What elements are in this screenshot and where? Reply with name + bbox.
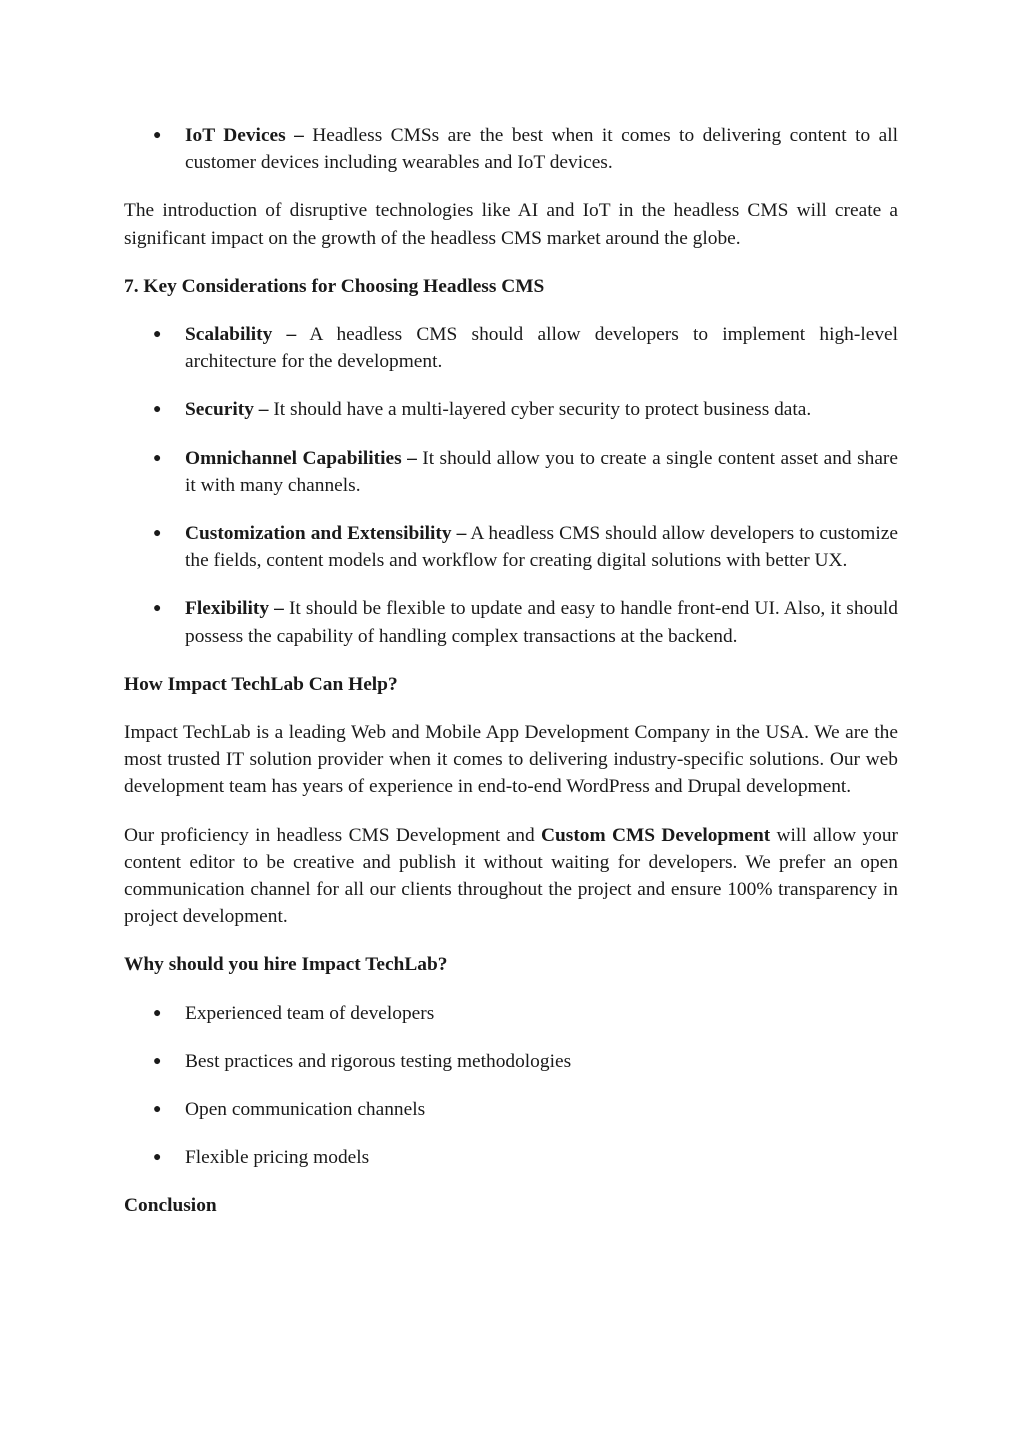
list-item-term: Scalability – [185, 324, 297, 346]
list-item-text: Experienced team of developers [185, 1002, 435, 1024]
section-7-heading: 7. Key Considerations for Choosing Headless CMS [124, 275, 545, 297]
bullet-icon: ● [153, 402, 162, 418]
iot-list [124, 122, 898, 176]
bullet-icon: ● [153, 1053, 162, 1069]
list-item-text: It should allow you to create a single content asset and share it with many channels. [185, 447, 898, 496]
bullet-icon: ● [153, 1005, 162, 1021]
help-paragraph-1: Impact TechLab is a leading Web and Mobile App Development Company in the USA. We are the most trusted IT solution provider when it comes to delivering industry-specific solutions. Our web development team has years of experience in end-to-end WordPress and Drupal development. [124, 722, 898, 798]
bullet-icon: ● [153, 327, 162, 343]
custom-cms-development-emphasis: Custom CMS Development [541, 824, 771, 846]
help-heading: How Impact TechLab Can Help? [124, 673, 398, 695]
list-item-text: Open communication channels [185, 1099, 426, 1121]
list-item [124, 1048, 898, 1075]
document-page [124, 122, 898, 1241]
list-item-term: Omnichannel Capabilities – [185, 447, 417, 469]
list-item-flexibility [124, 595, 898, 649]
help-paragraph-2 [124, 822, 898, 931]
bullet-icon: ● [153, 1102, 162, 1118]
hire-heading: Why should you hire Impact TechLab? [124, 954, 448, 976]
list-item [124, 1000, 898, 1027]
list-item-term: Flexibility – [185, 598, 284, 620]
list-item-text: It should be flexible to update and easy to handle front-end UI. Also, it should possess the capability of handling complex transactions at the backend. [185, 598, 898, 647]
list-item-customization [124, 520, 898, 574]
hire-reasons-list [124, 1000, 898, 1172]
list-item-text: Headless CMSs are the best when it comes to delivering content to all customer devices including wearables and IoT devices. [185, 125, 898, 174]
bullet-icon: ● [153, 601, 162, 617]
conclusion-heading: Conclusion [124, 1195, 217, 1217]
list-item-term: Customization and Extensibility – [185, 523, 467, 545]
bullet-icon: ● [153, 128, 162, 143]
list-item-text: A headless CMS should allow developers to implement high-level architecture for the development. [185, 324, 899, 373]
list-item-text: Best practices and rigorous testing methodologies [185, 1050, 572, 1072]
list-item-text: A headless CMS should allow developers to customize the fields, content models and workflow for creating digital solutions with better UX. [185, 523, 898, 572]
list-item-iot-devices [124, 122, 898, 176]
list-item-omnichannel [124, 445, 898, 499]
list-item-term: Security – [185, 399, 269, 421]
list-item-term: IoT Devices – [185, 125, 304, 146]
bullet-icon: ● [153, 450, 162, 466]
list-item [124, 1096, 898, 1123]
bullet-icon: ● [153, 526, 162, 542]
list-item [124, 1144, 898, 1171]
list-item-text: Flexible pricing models [185, 1147, 370, 1169]
intro-paragraph: The introduction of disruptive technologies like AI and IoT in the headless CMS will create a significant impact on the growth of the headless CMS market around the globe. [124, 200, 898, 249]
bullet-icon: ● [153, 1150, 162, 1166]
paragraph-text: will allow your content editor to be creative and publish it without waiting for developers. We prefer an open communication channel for all our clients throughout the project and ensure 100% transparency in project development. [124, 824, 898, 928]
list-item-scalability [124, 321, 898, 375]
paragraph-text: Our proficiency in headless CMS Development and [124, 824, 541, 846]
considerations-list [124, 321, 898, 650]
list-item-security [124, 396, 898, 423]
list-item-text: It should have a multi-layered cyber security to protect business data. [268, 399, 812, 421]
